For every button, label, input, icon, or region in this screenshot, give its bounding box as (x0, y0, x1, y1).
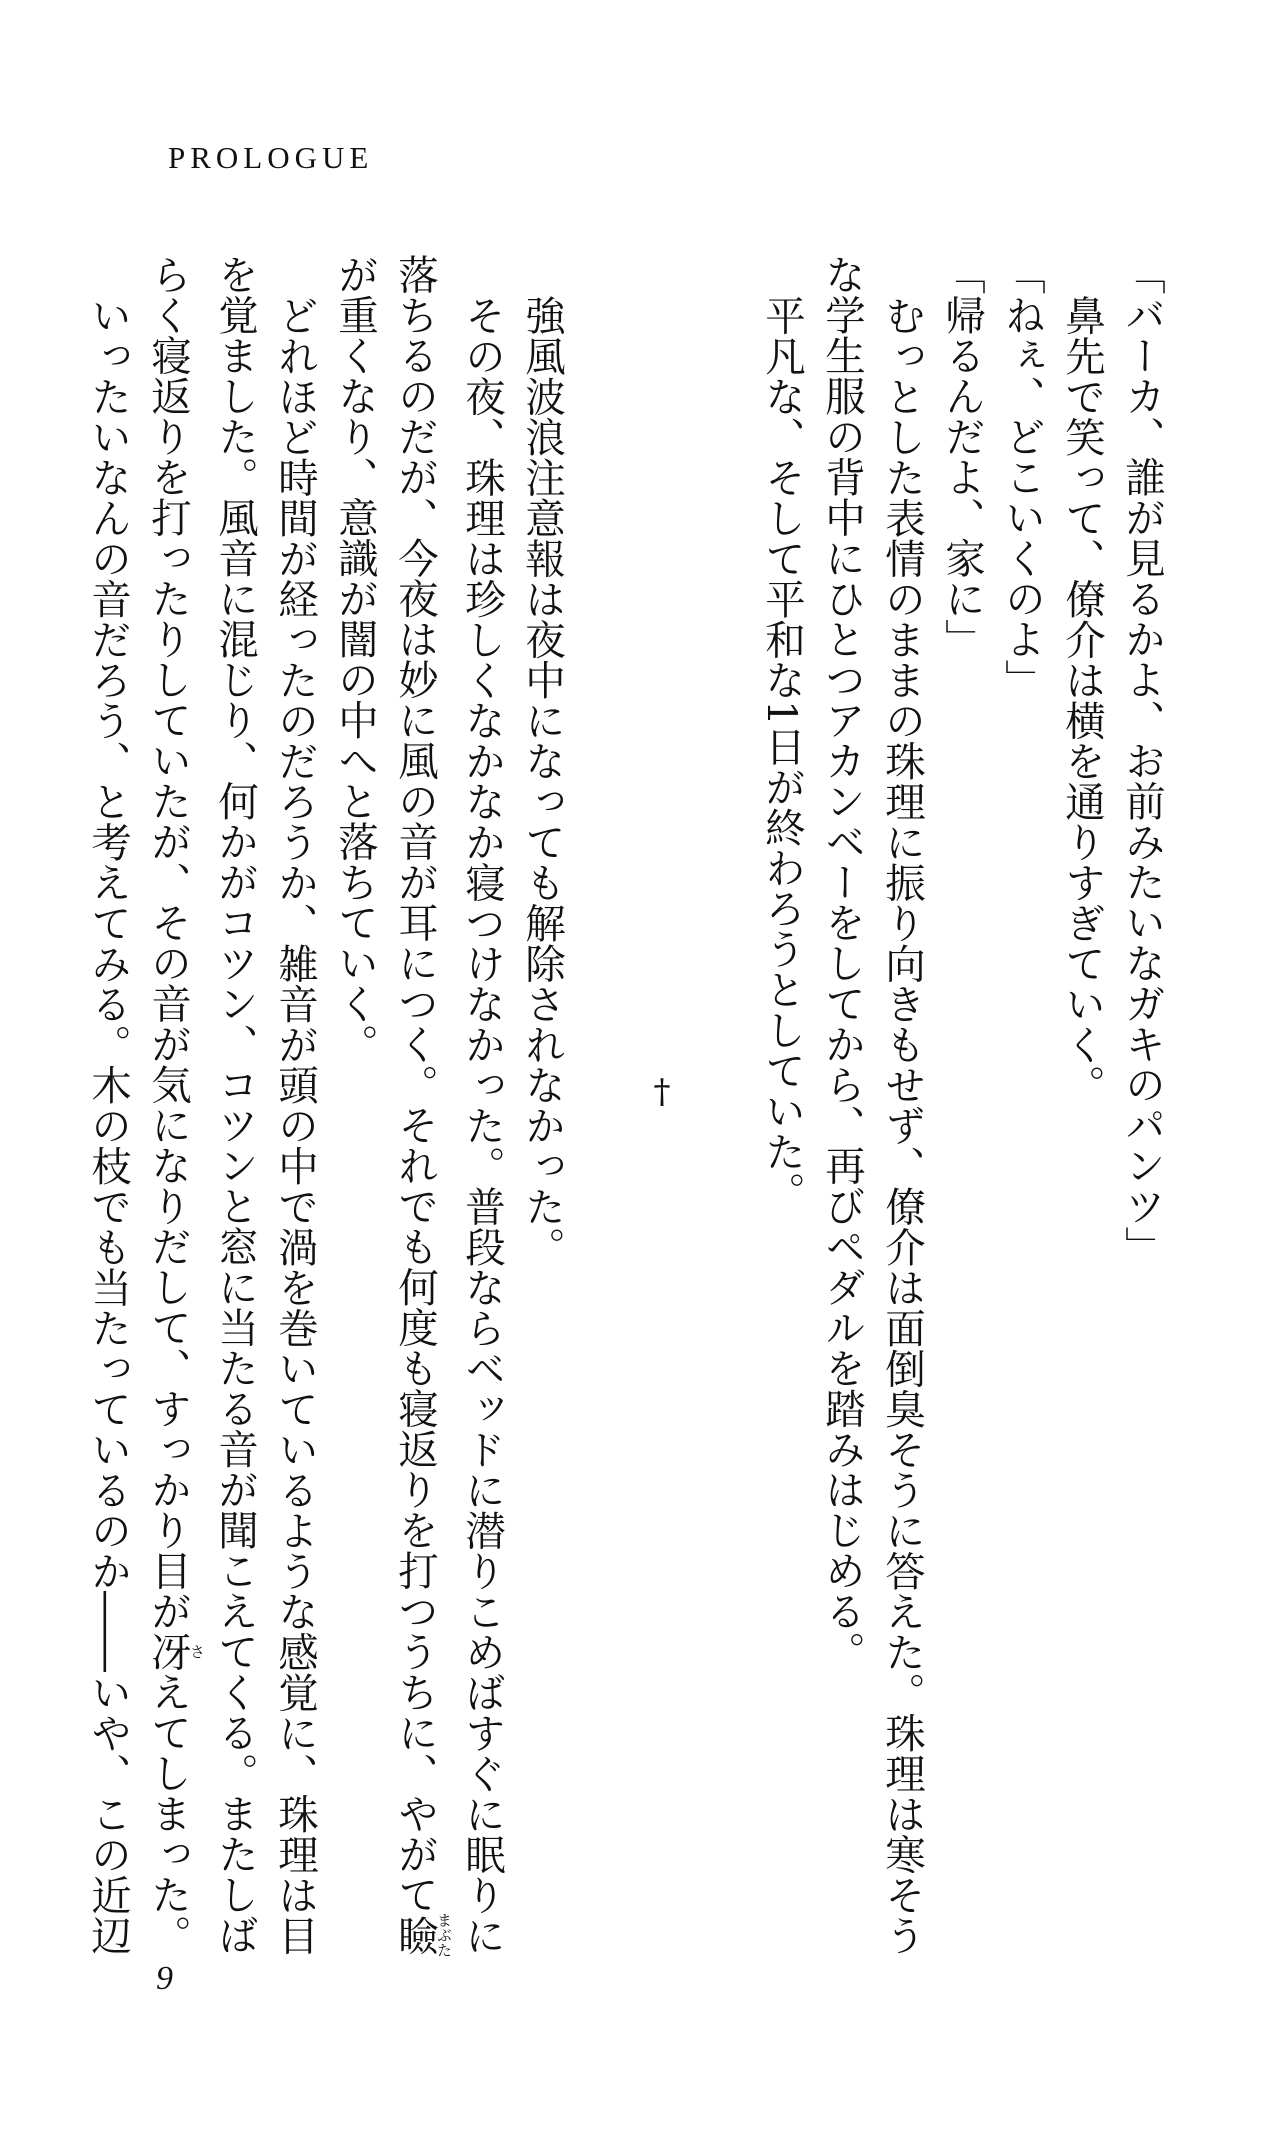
running-header: PROLOGUE (168, 140, 374, 175)
text-line: が重くなり、意識が闇の中へと落ちていく。 (331, 254, 379, 1064)
section-break-dagger: † (642, 1071, 682, 1112)
text-line: その夜、珠理は珍しくなかなか寝つけなかった。普段ならベッドに潜りこめばすぐに眠りに (458, 294, 506, 1955)
text-segment: えてしまった。 (144, 1671, 192, 1955)
vertical-text-block (84, 254, 1172, 1958)
ruby-sae (144, 1631, 206, 1672)
text-segment: 落ちるのだが、今夜は妙に風の音が耳につく。それでも何度も寝返りを打つうちに、やがて (391, 254, 439, 1915)
text-line: 強風波浪注意報は夜中になっても解除されなかった。 (518, 294, 566, 1267)
ruby-base: 冴 (144, 1631, 192, 1672)
ruby-mabuta (391, 1912, 453, 1958)
blank-line (692, 254, 752, 1929)
text-line-with-ruby (138, 254, 206, 1955)
ruby-reading: まぶた (435, 1912, 453, 1958)
blank-line (572, 254, 632, 1929)
text-line: 鼻先で笑って、僚介は横を通りすぎていく。 (1058, 294, 1106, 1105)
text-segment: らく寝返りを打ったりしていたが、その音が気になりだして、すっかり目が (144, 254, 192, 1631)
text-line: どれほど時間が経ったのだろうか、雑音が頭の中で渦を巻いているような感覚に、珠理は目 (271, 294, 319, 1955)
text-line: な学生服の背中にひとつアカンベーをしてから、再びペダルを踏みはじめる。 (818, 254, 866, 1672)
text-line: 平凡な、そして平和な1日が終わろうとしていた。 (758, 294, 806, 1212)
ruby-reading: さ (188, 1631, 206, 1672)
page-number: 9 (156, 1960, 173, 1997)
text-line: を覚ました。風音に混じり、何かがコツン、コツンと窓に当たる音が聞こえてくる。またしば (211, 254, 259, 1955)
text-line: 「ねぇ、どこいくのよ」 (998, 254, 1046, 700)
ruby-base: 瞼 (391, 1912, 439, 1958)
text-line: いったいなんの音だろう、と考えてみる。木の枝でも当たっているのか――いや、この近辺 (84, 294, 132, 1955)
text-line: むっとした表情のままの珠理に振り向きもせず、僚介は面倒臭そうに答えた。珠理は寒そう (878, 294, 926, 1955)
text-line: 「バーカ、誰が見るかよ、お前みたいなガキのパンツ」 (1118, 254, 1166, 1267)
text-line-with-ruby (385, 254, 453, 1958)
text-line: 「帰るんだよ、家に」 (938, 254, 986, 659)
